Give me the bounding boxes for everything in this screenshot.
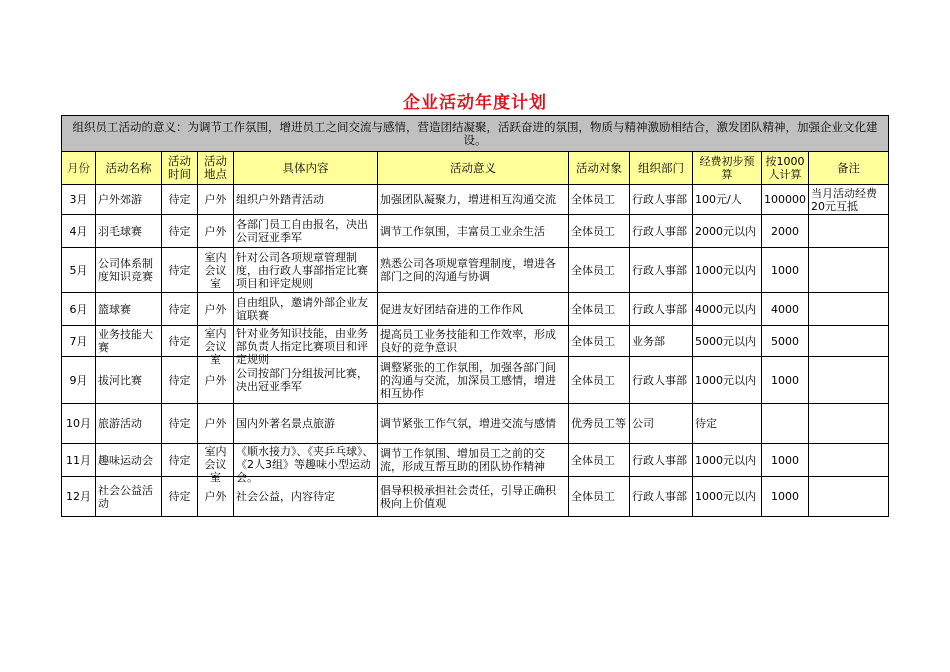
- cell-dept: [630, 444, 693, 477]
- cell-meaning: [378, 185, 569, 215]
- cell-dept-text: 行政人事部: [632, 263, 687, 277]
- cell-time-text: 待定: [168, 373, 191, 387]
- cell-name-text: 拔河比赛: [98, 373, 142, 387]
- cell-per1000-text: 5000: [771, 334, 799, 348]
- cell-place-text: 户外: [204, 417, 227, 430]
- cell-meaning: [378, 326, 569, 357]
- cell-budget-text: 1000元以内: [695, 490, 756, 503]
- cell-content-text: 组织户外踏青活动: [236, 193, 324, 206]
- cell-budget: [693, 357, 762, 404]
- page-title: 企业活动年度计划: [403, 93, 547, 113]
- cell-place-text: 室内会议室: [204, 444, 227, 484]
- cell-dept-text: 行政人事部: [632, 453, 687, 467]
- cell-budget: [693, 404, 762, 444]
- cell-target-text: 全体员工: [571, 373, 615, 387]
- cell-note: [809, 444, 889, 477]
- cell-place: [198, 293, 234, 326]
- cell-place: [198, 248, 234, 293]
- cell-target: [569, 404, 630, 444]
- cell-dept: [630, 185, 693, 215]
- header-month: 月份: [62, 152, 96, 185]
- cell-target: [569, 185, 630, 215]
- header-place: 活动地点: [198, 152, 234, 185]
- cell-place-text: 户外: [204, 193, 227, 206]
- cell-month-text: 10月: [66, 417, 91, 430]
- cell-content-text: 公司按部门分组拔河比赛，决出冠亚季军: [236, 367, 368, 393]
- cell-content-text: 针对业务知识技能，由业务部负责人指定比赛项目和评定规则: [236, 326, 368, 366]
- cell-month-text: 5月: [69, 263, 88, 277]
- cell-note: [809, 357, 889, 404]
- cell-target-text: 优秀员工等: [571, 417, 626, 430]
- cell-meaning-text: 促进友好团结奋进的工作作风: [380, 302, 523, 316]
- cell-dept-text: 行政人事部: [632, 224, 687, 238]
- cell-month-text: 11月: [66, 453, 91, 467]
- cell-place: [198, 326, 234, 366]
- cell-name-text: 趣味运动会: [98, 453, 153, 467]
- cell-budget: [693, 248, 762, 293]
- cell-target-text: 全体员工: [571, 263, 615, 277]
- cell-place-text: 户外: [204, 224, 227, 238]
- cell-content: [234, 326, 378, 366]
- cell-meaning-text: 倡导积极承担社会责任，引导正确积极向上价值观: [380, 483, 556, 510]
- cell-name: [96, 404, 162, 444]
- cell-per1000: [762, 293, 809, 326]
- cell-target-text: 全体员工: [571, 302, 615, 316]
- table-row: [62, 404, 889, 444]
- cell-note: [809, 248, 889, 293]
- cell-name-text: 户外郊游: [98, 193, 142, 206]
- cell-name: [96, 326, 162, 357]
- cell-per1000: [762, 326, 809, 357]
- cell-name: [96, 444, 162, 477]
- cell-name: [96, 293, 162, 326]
- table-row: [62, 444, 889, 477]
- cell-name: [96, 477, 162, 517]
- header-budget: 经费初步预算: [693, 152, 762, 185]
- cell-budget-text: 100元/人: [695, 193, 742, 206]
- cell-meaning: [378, 404, 569, 444]
- cell-content-text: 《顺水接力》、《夹乒乓球》、《2人3组》等趣味小型运动会。: [236, 444, 374, 484]
- cell-content: [234, 293, 378, 326]
- header-target: 活动对象: [569, 152, 630, 185]
- cell-note-text: 当月活动经费20元互抵: [811, 186, 877, 213]
- cell-target-text: 全体员工: [571, 453, 615, 467]
- cell-place: [198, 215, 234, 248]
- cell-place-text: 户外: [204, 373, 227, 387]
- cell-dept: [630, 215, 693, 248]
- cell-content-text: 自由组队，邀请外部企业友谊联赛: [236, 296, 368, 322]
- cell-month: [62, 477, 96, 517]
- cell-per1000: [762, 404, 809, 444]
- cell-month: [62, 404, 96, 444]
- cell-month: [62, 185, 96, 215]
- cell-per1000: [762, 444, 809, 477]
- cell-meaning-text: 调节紧张工作气氛，增进交流与感情: [380, 417, 556, 430]
- cell-time-text: 待定: [168, 263, 191, 277]
- cell-time: [162, 404, 198, 444]
- cell-content-text: 针对公司各项规章管理制度，由行政人事部指定比赛项目和评定规则: [236, 250, 368, 290]
- cell-note: [809, 185, 889, 215]
- cell-budget-text: 1000元以内: [695, 373, 756, 387]
- cell-meaning: [378, 444, 569, 477]
- cell-month: [62, 444, 96, 477]
- cell-budget-text: 1000元以内: [695, 263, 756, 277]
- cell-time-text: 待定: [168, 490, 191, 503]
- header-name: 活动名称: [96, 152, 162, 185]
- cell-budget-text: 4000元以内: [695, 302, 756, 316]
- cell-time: [162, 444, 198, 477]
- cell-target: [569, 357, 630, 404]
- cell-dept-text: 行政人事部: [632, 490, 687, 503]
- cell-name: [96, 248, 162, 293]
- cell-name: [96, 357, 162, 404]
- cell-dept-text: 业务部: [632, 334, 665, 348]
- cell-place-text: 室内会议室: [204, 326, 227, 366]
- cell-budget: [693, 326, 762, 357]
- cell-name: [96, 215, 162, 248]
- cell-note: [809, 215, 889, 248]
- activity-plan-table: [61, 115, 889, 517]
- table-body: [62, 185, 889, 517]
- cell-content-text: 各部门员工自由报名，决出公司冠亚季军: [236, 218, 368, 244]
- cell-meaning: [378, 477, 569, 517]
- cell-budget-text: 5000元以内: [695, 334, 756, 348]
- cell-name-text: 篮球赛: [98, 302, 131, 316]
- cell-name-text: 公司体系制度知识竞赛: [98, 257, 153, 283]
- cell-budget: [693, 477, 762, 517]
- cell-content: [234, 404, 378, 444]
- cell-target: [569, 248, 630, 293]
- cell-time: [162, 185, 198, 215]
- cell-content-text: 国内外著名景点旅游: [236, 417, 335, 430]
- cell-name-text: 社会公益活动: [98, 483, 153, 510]
- cell-meaning-text: 调节工作氛围，丰富员工业余生活: [380, 224, 545, 238]
- cell-dept-text: 公司: [632, 417, 654, 430]
- table-row: [62, 293, 889, 326]
- cell-dept: [630, 326, 693, 357]
- cell-content-text: 社会公益，内容待定: [236, 490, 335, 503]
- cell-target-text: 全体员工: [571, 193, 615, 206]
- cell-dept-text: 行政人事部: [632, 193, 687, 206]
- table-row: [62, 326, 889, 357]
- cell-meaning-text: 提高员工业务技能和工作效率，形成良好的竞争意识: [380, 328, 556, 354]
- cell-month: [62, 357, 96, 404]
- header-note: 备注: [809, 152, 889, 185]
- table-row: [62, 215, 889, 248]
- cell-budget: [693, 215, 762, 248]
- cell-per1000: [762, 477, 809, 517]
- cell-meaning: [378, 293, 569, 326]
- cell-meaning-text: 熟悉公司各项规章管理制度，增进各部门之间的沟通与协调: [380, 257, 556, 283]
- cell-target: [569, 477, 630, 517]
- cell-dept: [630, 477, 693, 517]
- cell-name-text: 业务技能大赛: [98, 328, 153, 354]
- cell-time-text: 待定: [168, 193, 191, 206]
- cell-time: [162, 326, 198, 357]
- cell-month-text: 6月: [69, 302, 88, 316]
- cell-target: [569, 326, 630, 357]
- cell-name-text: 旅游活动: [98, 417, 142, 430]
- cell-note: [809, 326, 889, 357]
- cell-place: [198, 404, 234, 444]
- cell-target: [569, 444, 630, 477]
- cell-budget: [693, 293, 762, 326]
- header-meaning: 活动意义: [378, 152, 569, 185]
- cell-time: [162, 357, 198, 404]
- cell-month-text: 7月: [69, 334, 88, 348]
- cell-meaning-text: 加强团队凝聚力，增进相互沟通交流: [380, 193, 556, 206]
- cell-budget: [693, 185, 762, 215]
- cell-content: [234, 444, 378, 484]
- cell-month-text: 9月: [69, 373, 88, 387]
- table-row: [62, 185, 889, 215]
- cell-time-text: 待定: [168, 302, 191, 316]
- cell-meaning: [378, 248, 569, 293]
- cell-per1000-text: 1000: [771, 490, 799, 503]
- cell-month: [62, 293, 96, 326]
- cell-time-text: 待定: [168, 224, 191, 238]
- cell-note: [809, 404, 889, 444]
- cell-place-text: 室内会议室: [204, 250, 227, 290]
- cell-month: [62, 326, 96, 357]
- cell-per1000: [762, 215, 809, 248]
- cell-note: [809, 477, 889, 517]
- header-time: 活动时间: [162, 152, 198, 185]
- table-row: [62, 477, 889, 517]
- cell-meaning: [378, 357, 569, 404]
- table-row: [62, 248, 889, 293]
- cell-target-text: 全体员工: [571, 224, 615, 238]
- cell-place-text: 户外: [204, 302, 227, 316]
- cell-content: [234, 215, 378, 248]
- cell-place: [198, 185, 234, 215]
- cell-month-text: 4月: [69, 224, 88, 238]
- cell-time: [162, 293, 198, 326]
- cell-per1000-text: 100000: [764, 193, 806, 206]
- header-row: [62, 152, 889, 185]
- cell-budget-text: 1000元以内: [695, 453, 756, 467]
- cell-meaning: [378, 215, 569, 248]
- cell-dept: [630, 293, 693, 326]
- cell-note: [809, 293, 889, 326]
- cell-per1000-text: 4000: [771, 302, 799, 316]
- cell-dept-text: 行政人事部: [632, 302, 687, 316]
- cell-per1000-text: 2000: [771, 224, 799, 238]
- cell-name: [96, 185, 162, 215]
- cell-target: [569, 215, 630, 248]
- cell-per1000-text: 1000: [771, 453, 799, 467]
- cell-per1000-text: 1000: [771, 263, 799, 277]
- cell-meaning-text: 调整紧张的工作氛围，加强各部门间的沟通与交流，加深员工感情，增进相互协作: [380, 360, 556, 400]
- cell-dept: [630, 248, 693, 293]
- cell-month: [62, 248, 96, 293]
- cell-time-text: 待定: [168, 417, 191, 430]
- cell-time: [162, 248, 198, 293]
- cell-month: [62, 215, 96, 248]
- cell-target-text: 全体员工: [571, 334, 615, 348]
- cell-per1000-text: 1000: [771, 373, 799, 387]
- cell-place: [198, 444, 234, 484]
- cell-time-text: 待定: [168, 334, 191, 348]
- cell-dept: [630, 357, 693, 404]
- cell-place-text: 户外: [204, 490, 227, 503]
- header-dept: 组织部门: [630, 152, 693, 185]
- cell-dept-text: 行政人事部: [632, 373, 687, 387]
- cell-meaning-text: 调节工作氛围、增加员工之前的交流，形成互帮互助的团队协作精神: [380, 447, 545, 473]
- cell-budget: [693, 444, 762, 477]
- cell-content: [234, 185, 378, 215]
- cell-time: [162, 477, 198, 517]
- header-content: 具体内容: [234, 152, 378, 185]
- cell-time: [162, 215, 198, 248]
- cell-time-text: 待定: [168, 453, 191, 467]
- header-per1000: 按1000人计算: [762, 152, 809, 185]
- cell-per1000: [762, 248, 809, 293]
- cell-dept: [630, 404, 693, 444]
- cell-target-text: 全体员工: [571, 490, 615, 503]
- cell-month-text: 12月: [66, 490, 91, 503]
- cell-content: [234, 248, 378, 293]
- cell-month-text: 3月: [69, 193, 88, 206]
- intro-text: 组织员工活动的意义：为调节工作氛围，增进员工之间交流与感情，营造团结凝聚，活跃奋进的氛围，物质与精神激励相结合，激发团队精神，加强企业文化建设。: [62, 116, 889, 152]
- cell-target: [569, 293, 630, 326]
- cell-per1000: [762, 185, 809, 215]
- cell-budget-text: 2000元以内: [695, 224, 756, 238]
- cell-budget-text: 待定: [695, 417, 717, 430]
- cell-per1000: [762, 357, 809, 404]
- cell-name-text: 羽毛球赛: [98, 224, 142, 238]
- table-row: [62, 357, 889, 404]
